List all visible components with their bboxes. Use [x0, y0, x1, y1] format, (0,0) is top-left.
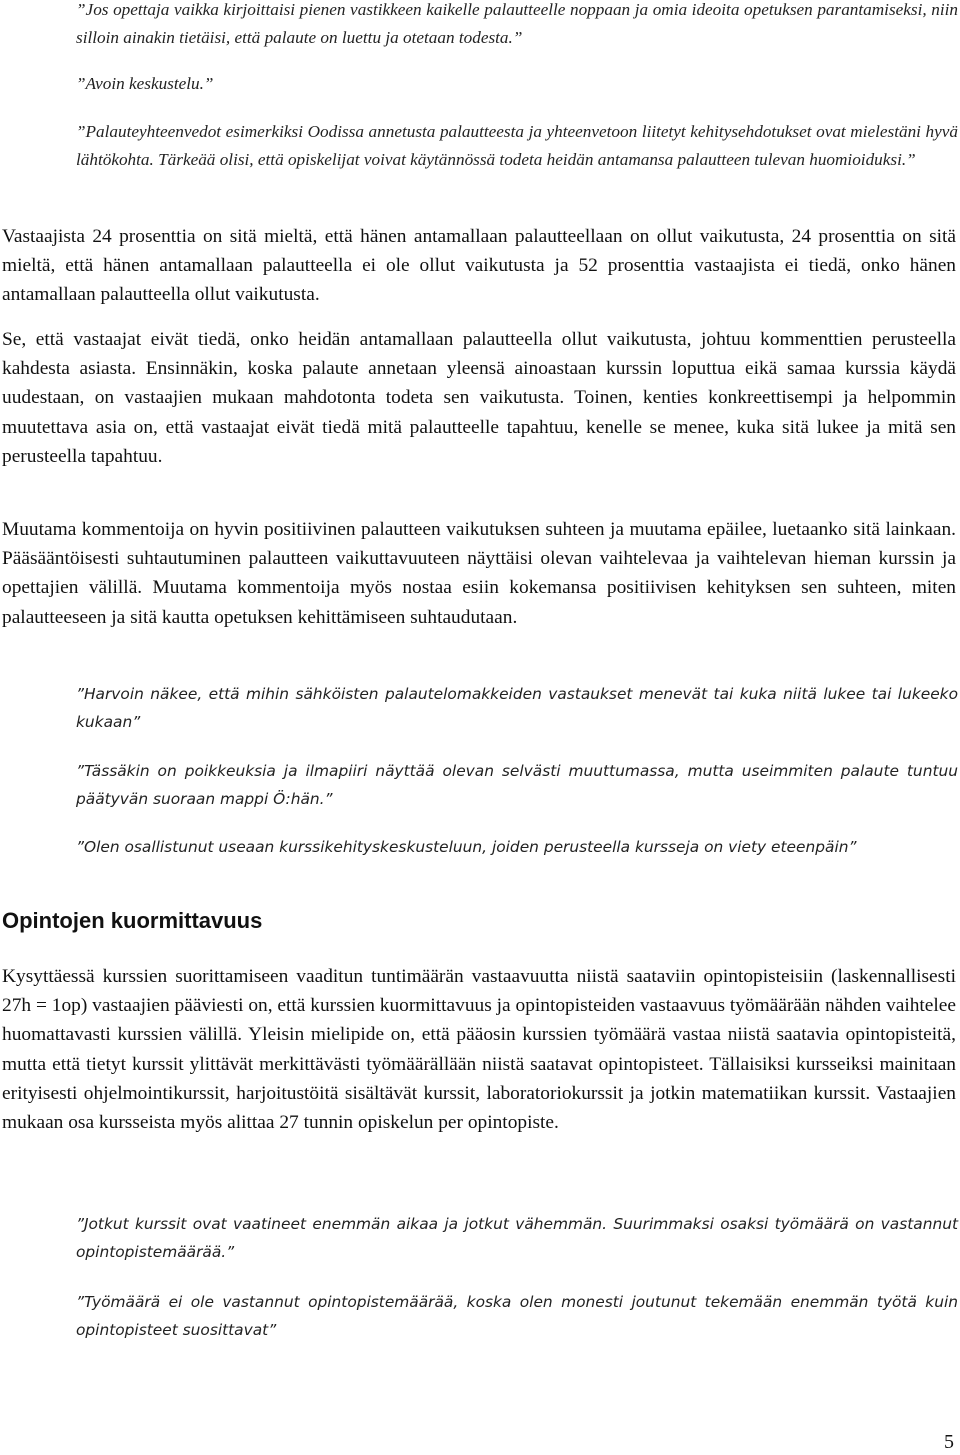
quote-workload-varies: ”Jotkut kurssit ovat vaatineet enemmän aikaa ja jotkut vähemmän. Suurimmaksi osaksi työmäärä on vastannut opintopistemäärää.” [76, 1215, 958, 1261]
paragraph-commenters-views: Muutama kommentoija on hyvin positiivinen palautteen vaikutuksen suhteen ja muutama epäilee, luetaanko sitä lainkaan. Pääsääntöisesti suhtautuminen palautteen vaikuttavuuteen näyttäisi olevan vaihtelevaa ja vaihtelevan hieman kurssin ja opettajien välillä. Muutama kommentoija myös nostaa esiin kokemansa positiivisen kehityksen sen suhteen, miten palautteeseen ja sitä kautta opetuksen kehittämiseen suhtaudutaan. [2, 519, 956, 628]
quote-atmosphere-changing: ”Tässäkin on poikkeuksia ja ilmapiiri näyttää olevan selvästi muuttumassa, mutta useimmiten palaute tuntuu päätyvän suoraan mappi Ö:hän.” [76, 762, 958, 808]
quote-feedback-summaries: ”Palauteyhteenvedot esimerkiksi Oodissa annetusta palautteesta ja yhteenvetoon liitetyt kehitysehdotukset ovat mielestäni hyvä lähtökohta. Tärkeää olisi, että opiskelijat voivat käytännössä todeta heidän antamansa palautteen tulevan huomioiduksi.” [76, 122, 958, 169]
page-number: 5 [944, 1431, 954, 1453]
paragraph-unknown-impact: Se, että vastaajat eivät tiedä, onko heidän antamallaan palautteella ollut vaikutusta, johtuu kommenttien perusteella kahdesta asiasta. Ensinnäkin, koska palaute annetaan yleensä ainoastaan kurssin loputtua eikä samaa kurssia käydä uudestaan, on vastaajien mukaan mahdotonta todeta sen vaikutusta. Toinen, kenties konkreettisempi ja helpommin muutettava asia on, että vastaajat eivät tiedä mitä palautteelle tapahtuu, kenelle se menee, kuka sitä lukee ja mitä sen perusteella tapahtuu. [2, 329, 956, 467]
section-heading: Opintojen kuormittavuus [2, 908, 263, 933]
quote-course-development: ”Olen osallistunut useaan kurssikehityskeskusteluun, joiden perusteella kursseja on viety eteenpäin” [76, 838, 857, 856]
quote-workload-exceeds: ”Työmäärä ei ole vastannut opintopistemäärää, koska olen monesti joutunut tekemään enemmän työtä kuin opintopisteet suosittavat” [76, 1293, 958, 1339]
quote-electronic-forms: ”Harvoin näkee, että mihin sähköisten palautelomakkeiden vastaukset menevät tai kuka niitä lukee tai lukeeko kukaan” [76, 685, 958, 731]
quote-open-discussion: ”Avoin keskustelu.” [76, 74, 214, 93]
quote-teacher-feedback: ”Jos opettaja vaikka kirjoittaisi pienen vastikkeen kaikelle palautteelle noppaan ja omia ideoita opetuksen parantamiseksi, niin silloin ainakin tietäisi, että palaute on luettu ja otetaan todesta.” [76, 0, 958, 47]
paragraph-workload: Kysyttäessä kurssien suorittamiseen vaaditun tuntimäärän vastaavuutta niistä saataviin opintopisteisiin (laskennallisesti 27h = 1op) vastaajien pääviesti on, että kurssien kuormittavuus ja opintopisteiden vastaavuus työmäärään nähden vaihtelee huomattavasti kurssien välillä. Yleisin mielipide on, että pääosin kurssien työmäärä vastaa niistä saatavia opintopisteitä, mutta että tietyt kurssit ylittävät merkittävästi työmäärällään niistä saatavat opintopisteet. Tällaisiksi kursseiksi mainitaan erityisesti ohjelmointikurssit, harjoitustöitä sisältävät kurssit, laboratoriokurssit ja jotkin matematiikan kurssit. Vastaajien mukaan osa kursseista myös alittaa 27 tunnin opiskelun per opintopiste. [2, 966, 956, 1134]
paragraph-feedback-impact: Vastaajista 24 prosenttia on sitä mieltä, että hänen antamallaan palautteellaan on ollut vaikutusta, 24 prosenttia on sitä mieltä, että hänen antamallaan palautteella ei ole ollut vaikutusta ja 52 prosenttia vastaajista ei tiedä, onko hänen antamallaan palautteella ollut vaikutusta. [2, 226, 956, 306]
